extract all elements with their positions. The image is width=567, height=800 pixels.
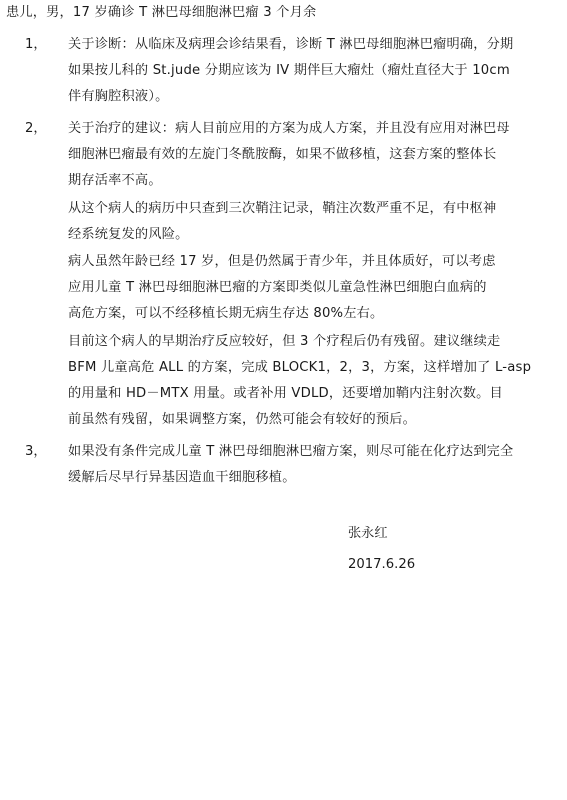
item-3-line-2: 缓解后尽早行异基因造血干细胞移植。: [68, 470, 296, 485]
item-2-line-3: 期存活率不高。: [68, 173, 162, 188]
item-2-number: 2，: [25, 121, 47, 136]
item-3-line-1: 如果没有条件完成儿童 T 淋巴母细胞淋巴瘤方案，则尽可能在化疗达到完全: [68, 444, 514, 459]
item-2-line-9: 目前这个病人的早期治疗反应较好，但 3 个疗程后仍有残留。建议继续走: [68, 334, 501, 349]
item-2-line-12: 前虽然有残留，如果调整方案，仍然可能会有较好的预后。: [68, 412, 417, 427]
item-1-line-1: 关于诊断：从临床及病理会诊结果看，诊断 T 淋巴母细胞淋巴瘤明确，分期: [68, 37, 514, 52]
item-1-line-2: 如果按儿科的 St.jude 分期应该为 IV 期伴巨大瘤灶（瘤灶直径大于 10cm: [68, 63, 510, 78]
item-1-line-3: 伴有胸腔积液）。: [68, 89, 169, 104]
item-2-line-2: 细胞淋巴瘤最有效的左旋门冬酰胺酶，如果不做移植，这套方案的整体长: [68, 147, 497, 162]
item-2-line-11: 的用量和 HD－MTX 用量。或者补用 VDLD，还要增加鞘内注射次数。目: [68, 386, 503, 401]
item-2-line-8: 高危方案，可以不经移植长期无病生存达 80%左右。: [68, 306, 384, 321]
header-line: 患儿，男，17 岁确诊 T 淋巴母细胞淋巴瘤 3 个月余: [6, 5, 317, 20]
item-3-number: 3，: [25, 444, 47, 459]
item-1-number: 1，: [25, 37, 47, 52]
signature-date: 2017.6.26: [348, 557, 416, 572]
item-2-line-5: 经系统复发的风险。: [68, 227, 189, 242]
item-2-line-10: BFM 儿童高危 ALL 的方案，完成 BLOCK1，2，3，方案，这样增加了 L-asp: [68, 360, 532, 375]
item-2-line-7: 应用儿童 T 淋巴母细胞淋巴瘤的方案即类似儿童急性淋巴细胞白血病的: [68, 280, 487, 295]
item-2-line-1: 关于治疗的建议：病人目前应用的方案为成人方案，并且没有应用对淋巴母: [68, 121, 510, 136]
signature-name: 张永红: [348, 526, 388, 541]
item-2-line-6: 病人虽然年龄已经 17 岁，但是仍然属于青少年，并且体质好，可以考虑: [68, 254, 496, 269]
item-2-line-4: 从这个病人的病历中只查到三次鞘注记录，鞘注次数严重不足，有中枢神: [68, 201, 497, 216]
